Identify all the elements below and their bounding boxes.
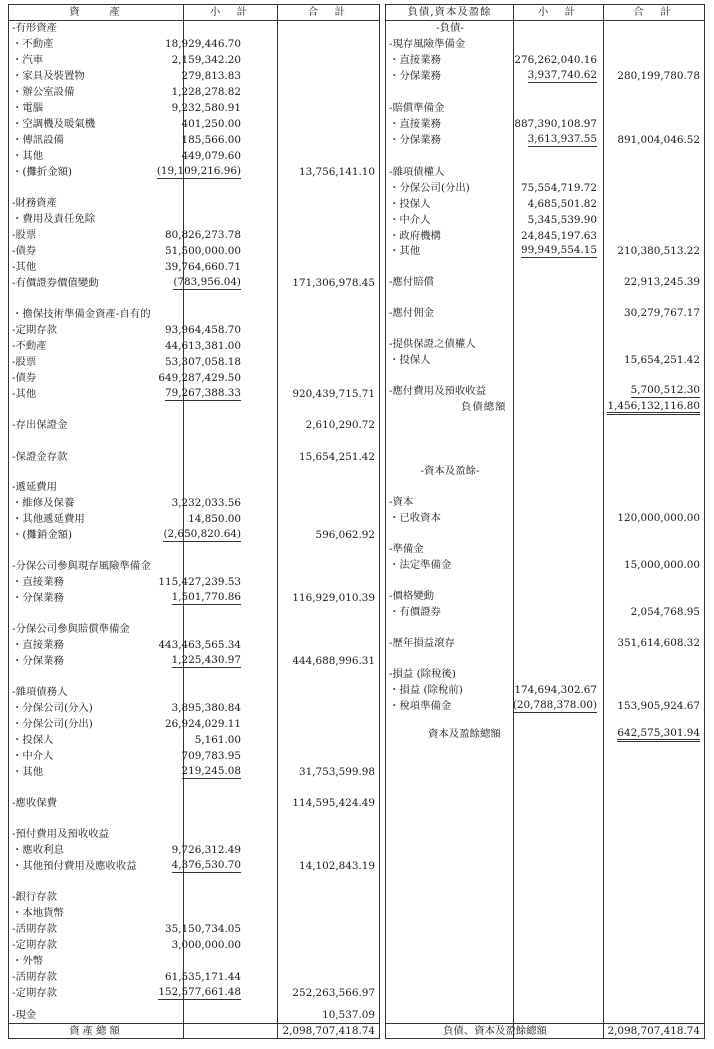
row-label: 資本及盈餘總額 xyxy=(428,728,501,740)
row-label: ・有價證券 xyxy=(389,606,441,618)
row-subtotal: 18,929,446.70 xyxy=(164,38,241,50)
row-label: ・分保公司(分出) xyxy=(12,718,93,730)
row-label: -債券 xyxy=(12,372,37,384)
grand-total-value: 2,098,707,418.74 xyxy=(607,1025,700,1037)
row-label: ・分保業務 xyxy=(389,134,441,146)
row-subtotal: (19,109,216.96) xyxy=(156,165,241,177)
liability-row xyxy=(386,699,704,714)
row-total: 920,439,715.71 xyxy=(292,388,375,400)
row-label: ・中介人 xyxy=(389,214,431,226)
asset-row xyxy=(9,37,379,52)
liabilities-total-row xyxy=(386,400,704,415)
row-label: -保證金存款 xyxy=(12,451,68,463)
row-label: ・分保公司(分入) xyxy=(12,702,93,714)
row-label: -其他 xyxy=(12,261,37,273)
row-total: 2,610,290.72 xyxy=(305,419,375,431)
row-label: ・空調機及暖氣機 xyxy=(12,118,96,130)
liability-row xyxy=(386,558,704,573)
row-label: ・其他 xyxy=(12,150,44,162)
liability-row xyxy=(386,683,704,698)
row-label: ・政府機構 xyxy=(389,230,441,242)
row-label: -損益 (除稅後) xyxy=(389,668,456,680)
liability-row xyxy=(386,197,704,212)
row-total: 31,753,599.98 xyxy=(298,766,375,778)
row-total: 10,537.09 xyxy=(322,1009,375,1021)
row-label: ・中介人 xyxy=(12,750,54,762)
liability-row xyxy=(386,213,704,228)
liability-row xyxy=(386,37,704,52)
asset-row xyxy=(9,749,379,764)
row-subtotal: 152,577,661.48 xyxy=(158,986,241,998)
liability-row xyxy=(386,306,704,321)
liability-row xyxy=(386,275,704,290)
liabilities-header xyxy=(386,4,704,21)
row-subtotal: 219,245.08 xyxy=(181,765,241,777)
asset-row xyxy=(9,591,379,606)
row-label: ・分保業務 xyxy=(389,70,441,82)
liability-row xyxy=(386,101,704,116)
row-subtotal: 649,287,429.50 xyxy=(158,372,241,384)
row-subtotal: 39,764,660.71 xyxy=(164,261,241,273)
row-label: ・應收利息 xyxy=(12,844,64,856)
row-label: ・本地貨幣 xyxy=(12,907,64,919)
row-label: -現存風險準備金 xyxy=(389,38,466,50)
asset-row xyxy=(9,1008,379,1023)
asset-row xyxy=(9,906,379,921)
row-label: ・直接業務 xyxy=(389,118,441,130)
asset-row xyxy=(9,796,379,811)
row-label: -存出保證金 xyxy=(12,419,68,431)
liability-row xyxy=(386,244,704,259)
row-total: 596,062.92 xyxy=(315,529,375,541)
asset-row xyxy=(9,101,379,116)
row-label: -活期存款 xyxy=(12,923,58,935)
row-label: ・(攤折金額) xyxy=(12,166,73,178)
row-subtotal: 185,566.00 xyxy=(181,134,241,146)
row-subtotal: 80,826,273.78 xyxy=(164,229,241,241)
asset-row xyxy=(9,276,379,291)
row-label: ・投保人 xyxy=(389,198,431,210)
row-subtotal: (783,956.04) xyxy=(173,276,241,288)
row-subtotal: 1,228,278.82 xyxy=(171,86,241,98)
row-label: -不動產 xyxy=(12,340,47,352)
row-total: 5,700,512.30 xyxy=(630,384,700,396)
asset-row xyxy=(9,307,379,322)
row-label: ・其他遞延費用 xyxy=(12,513,85,525)
row-subtotal: 279,813.83 xyxy=(181,70,241,82)
liability-row xyxy=(386,133,704,148)
asset-row xyxy=(9,938,379,953)
row-label: ・分保業務 xyxy=(12,655,64,667)
row-label: ・家具及裝置物 xyxy=(12,70,85,82)
asset-row xyxy=(9,355,379,370)
asset-row xyxy=(9,638,379,653)
liability-row xyxy=(386,495,704,510)
row-total: 116,929,010.39 xyxy=(292,592,375,604)
subtotal-column-header: 小 計 xyxy=(209,6,251,18)
row-subtotal: 115,427,239.53 xyxy=(158,576,241,588)
asset-row xyxy=(9,387,379,402)
liability-row xyxy=(386,337,704,352)
row-label: ・電腦 xyxy=(12,102,44,114)
row-subtotal: 443,463,565.34 xyxy=(158,639,241,651)
row-subtotal: 5,345,539.90 xyxy=(527,214,597,226)
row-label: ・外幣 xyxy=(12,955,44,967)
row-label: -分保公司參與賠償準備金 xyxy=(12,623,130,635)
row-label: -雜項債務人 xyxy=(12,686,68,698)
row-label: -應付費用及預收收益 xyxy=(389,385,487,397)
row-label: -資本 xyxy=(389,496,414,508)
row-label: ・直接業務 xyxy=(389,54,441,66)
row-label: -雜項債權人 xyxy=(389,166,445,178)
asset-row xyxy=(9,512,379,527)
liability-row xyxy=(386,464,704,479)
row-label: -股票 xyxy=(12,356,37,368)
row-label: -財務資產 xyxy=(12,197,58,209)
row-label: ・費用及責任免除 xyxy=(12,213,96,225)
row-label: ・分保業務 xyxy=(12,592,64,604)
assets-total-value: 2,098,707,418.74 xyxy=(282,1025,375,1037)
asset-row xyxy=(9,69,379,84)
row-total: 210,380,513.22 xyxy=(617,245,700,257)
row-label: ・稅項準備金 xyxy=(389,700,452,712)
row-label: -應付賠償 xyxy=(389,276,435,288)
capital-total-row xyxy=(386,727,704,742)
row-label: 負債總額 xyxy=(461,401,507,413)
liability-row xyxy=(386,353,704,368)
row-label: ・維修及保養 xyxy=(12,497,75,509)
row-total: 15,000,000.00 xyxy=(623,559,700,571)
row-label: -提供保證之債權人 xyxy=(389,338,476,350)
row-subtotal: 2,159,342.20 xyxy=(171,54,241,66)
row-label: -資本及盈餘- xyxy=(420,465,480,477)
row-label: -定期存款 xyxy=(12,939,58,951)
row-total: 280,199,780.78 xyxy=(617,70,700,82)
asset-row xyxy=(9,717,379,732)
row-label: ・直接業務 xyxy=(12,639,64,651)
asset-row xyxy=(9,890,379,905)
row-subtotal: 75,554,719.72 xyxy=(520,182,597,194)
row-subtotal: 61,535,171.44 xyxy=(164,971,241,983)
row-label: ・擔保技術準備金資產-自有的 xyxy=(12,308,151,320)
row-label: -債券 xyxy=(12,245,37,257)
total-column-header: 合 計 xyxy=(307,6,349,18)
row-total: 13,756,141.10 xyxy=(298,166,375,178)
row-subtotal: 174,694,302.67 xyxy=(514,684,597,696)
row-subtotal: 51,500,000.00 xyxy=(164,245,241,257)
asset-row xyxy=(9,212,379,227)
asset-row xyxy=(9,418,379,433)
row-label: ・損益 (除稅前) xyxy=(389,684,463,696)
row-label: ・(攤銷金額) xyxy=(12,529,73,541)
row-label: -價格變動 xyxy=(389,590,435,602)
row-label: ・直接業務 xyxy=(12,576,64,588)
row-subtotal: (20,788,378.00) xyxy=(512,699,597,711)
assets-header xyxy=(9,4,379,21)
asset-row xyxy=(9,528,379,543)
row-total: 351,614,608.32 xyxy=(617,637,700,649)
liability-row xyxy=(386,53,704,68)
row-subtotal: 3,937,740.62 xyxy=(527,69,597,81)
row-label: -其他 xyxy=(12,388,37,400)
asset-row xyxy=(9,986,379,1001)
grand-total-label: 負債、資本及盈餘總額 xyxy=(443,1025,547,1037)
liabilities-panel xyxy=(385,4,705,1039)
asset-row xyxy=(9,21,379,36)
row-subtotal: 93,964,458.70 xyxy=(164,324,241,336)
row-subtotal: 3,000,000.00 xyxy=(171,939,241,951)
row-subtotal: 887,390,108.97 xyxy=(514,118,597,130)
asset-row xyxy=(9,733,379,748)
row-label: -準備金 xyxy=(389,543,424,555)
asset-row xyxy=(9,480,379,495)
asset-row xyxy=(9,450,379,465)
row-subtotal: 1,225,430.97 xyxy=(171,654,241,666)
row-total: 15,654,251.42 xyxy=(298,451,375,463)
row-subtotal: 53,307,058.18 xyxy=(164,356,241,368)
row-label: ・傳訊設備 xyxy=(12,134,64,146)
row-label: ・法定準備金 xyxy=(389,559,452,571)
row-label: -銀行存款 xyxy=(12,891,58,903)
liability-row xyxy=(386,511,704,526)
asset-row xyxy=(9,260,379,275)
row-subtotal: 3,232,033.56 xyxy=(171,497,241,509)
row-subtotal: 1,501,770.86 xyxy=(171,591,241,603)
asset-row xyxy=(9,371,379,386)
row-label: -活期存款 xyxy=(12,971,58,983)
assets-panel xyxy=(8,4,380,1039)
asset-row xyxy=(9,954,379,969)
row-subtotal: 35,150,734.05 xyxy=(164,923,241,935)
asset-row xyxy=(9,654,379,669)
row-total: 642,575,301.94 xyxy=(617,727,700,742)
row-label: ・分保公司(分出) xyxy=(389,182,470,194)
row-subtotal: 709,783.95 xyxy=(181,750,241,762)
asset-row xyxy=(9,196,379,211)
row-total: 153,905,924.67 xyxy=(617,700,700,712)
liabilities-grand-total-row xyxy=(386,1023,704,1038)
row-total: 15,654,251.42 xyxy=(623,354,700,366)
row-label: -有形資產 xyxy=(12,22,58,34)
liability-row xyxy=(386,636,704,651)
total-column-header: 合 計 xyxy=(633,6,674,18)
row-subtotal: (2,650,820.64) xyxy=(163,528,241,540)
row-label: -現金 xyxy=(12,1009,37,1021)
row-label: ・不動產 xyxy=(12,38,54,50)
liability-row xyxy=(386,21,704,36)
assets-total-label: 資產總額 xyxy=(69,1025,123,1037)
asset-row xyxy=(9,827,379,842)
row-total: 120,000,000.00 xyxy=(617,512,700,524)
asset-row xyxy=(9,685,379,700)
row-subtotal: 5,161.00 xyxy=(194,734,241,746)
row-total: 22,913,245.39 xyxy=(623,276,700,288)
asset-row xyxy=(9,559,379,574)
asset-row xyxy=(9,85,379,100)
liability-row xyxy=(386,542,704,557)
row-label: ・其他 xyxy=(389,245,421,257)
asset-row xyxy=(9,149,379,164)
asset-row xyxy=(9,843,379,858)
row-subtotal: 3,613,937.55 xyxy=(527,133,597,145)
row-label: ・其他預付費用及應收收益 xyxy=(12,860,137,872)
row-subtotal: 3,895,380.84 xyxy=(171,702,241,714)
assets-column-header: 資 產 xyxy=(69,6,123,18)
row-label: -預付費用及預收收益 xyxy=(12,828,110,840)
row-label: ・已收資本 xyxy=(389,512,441,524)
row-label: -負債- xyxy=(436,22,464,34)
row-label: ・其他 xyxy=(12,766,44,778)
row-label: -分保公司參與現存風險準備金 xyxy=(12,560,151,572)
row-label: -股票 xyxy=(12,229,37,241)
asset-row xyxy=(9,859,379,874)
row-label: -應收保費 xyxy=(12,797,58,809)
liability-row xyxy=(386,605,704,620)
row-subtotal: 99,949,554.15 xyxy=(520,244,597,256)
row-label: -定期存款 xyxy=(12,324,58,336)
asset-row xyxy=(9,53,379,68)
row-total: 114,595,424.49 xyxy=(292,797,375,809)
asset-row xyxy=(9,496,379,511)
asset-row xyxy=(9,970,379,985)
asset-row xyxy=(9,133,379,148)
row-label: -歷年損益滾存 xyxy=(389,637,455,649)
liabilities-column-header: 負債,資本及盈餘 xyxy=(407,6,492,18)
asset-row xyxy=(9,622,379,637)
liability-row xyxy=(386,181,704,196)
row-subtotal: 24,845,197.63 xyxy=(520,230,597,242)
asset-row xyxy=(9,323,379,338)
row-label: -應付佣金 xyxy=(389,307,435,319)
row-total: 252,263,566.97 xyxy=(292,987,375,999)
subtotal-column-header: 小 計 xyxy=(537,6,579,18)
asset-row xyxy=(9,228,379,243)
row-subtotal: 4,685,501.82 xyxy=(527,198,597,210)
row-label: -定期存款 xyxy=(12,987,58,999)
row-total: 891,004,046.52 xyxy=(617,134,700,146)
row-subtotal: 9,232,580.91 xyxy=(171,102,241,114)
assets-total-row xyxy=(9,1023,379,1038)
row-label: -賠償準備金 xyxy=(389,102,445,114)
row-label: ・投保人 xyxy=(12,734,54,746)
row-total: 2,054,768.95 xyxy=(630,606,700,618)
row-subtotal: 14,850.00 xyxy=(188,513,241,525)
row-total: 1,456,132,116.80 xyxy=(607,400,700,415)
liability-row xyxy=(386,117,704,132)
row-subtotal: 276,262,040.16 xyxy=(514,54,597,66)
row-subtotal: 4,376,530.70 xyxy=(171,859,241,871)
liability-row xyxy=(386,165,704,180)
asset-row xyxy=(9,244,379,259)
row-subtotal: 9,726,312.49 xyxy=(171,844,241,856)
row-label: ・汽車 xyxy=(12,54,44,66)
liability-row xyxy=(386,667,704,682)
row-total: 171,306,978.45 xyxy=(292,277,375,289)
liability-row xyxy=(386,69,704,84)
row-total: 30,279,767.17 xyxy=(623,307,700,319)
asset-row xyxy=(9,701,379,716)
row-subtotal: 79,267,388.33 xyxy=(164,387,241,399)
liability-row xyxy=(386,229,704,244)
asset-row xyxy=(9,339,379,354)
liability-row xyxy=(386,589,704,604)
row-subtotal: 401,250.00 xyxy=(181,118,241,130)
asset-row xyxy=(9,765,379,780)
row-subtotal: 449,079.60 xyxy=(181,150,241,162)
asset-row xyxy=(9,575,379,590)
row-label: ・投保人 xyxy=(389,354,431,366)
row-subtotal: 26,924,029.11 xyxy=(164,718,241,730)
asset-row xyxy=(9,117,379,132)
row-label: ・辦公室設備 xyxy=(12,86,75,98)
row-total: 444,688,996.31 xyxy=(292,655,375,667)
row-label: -有價證券價值變動 xyxy=(12,277,99,289)
row-total: 14,102,843.19 xyxy=(298,860,375,872)
asset-row xyxy=(9,165,379,180)
liability-row xyxy=(386,384,704,399)
row-subtotal: 44,613,381.00 xyxy=(164,340,241,352)
asset-row xyxy=(9,922,379,937)
row-label: -遞延費用 xyxy=(12,481,58,493)
